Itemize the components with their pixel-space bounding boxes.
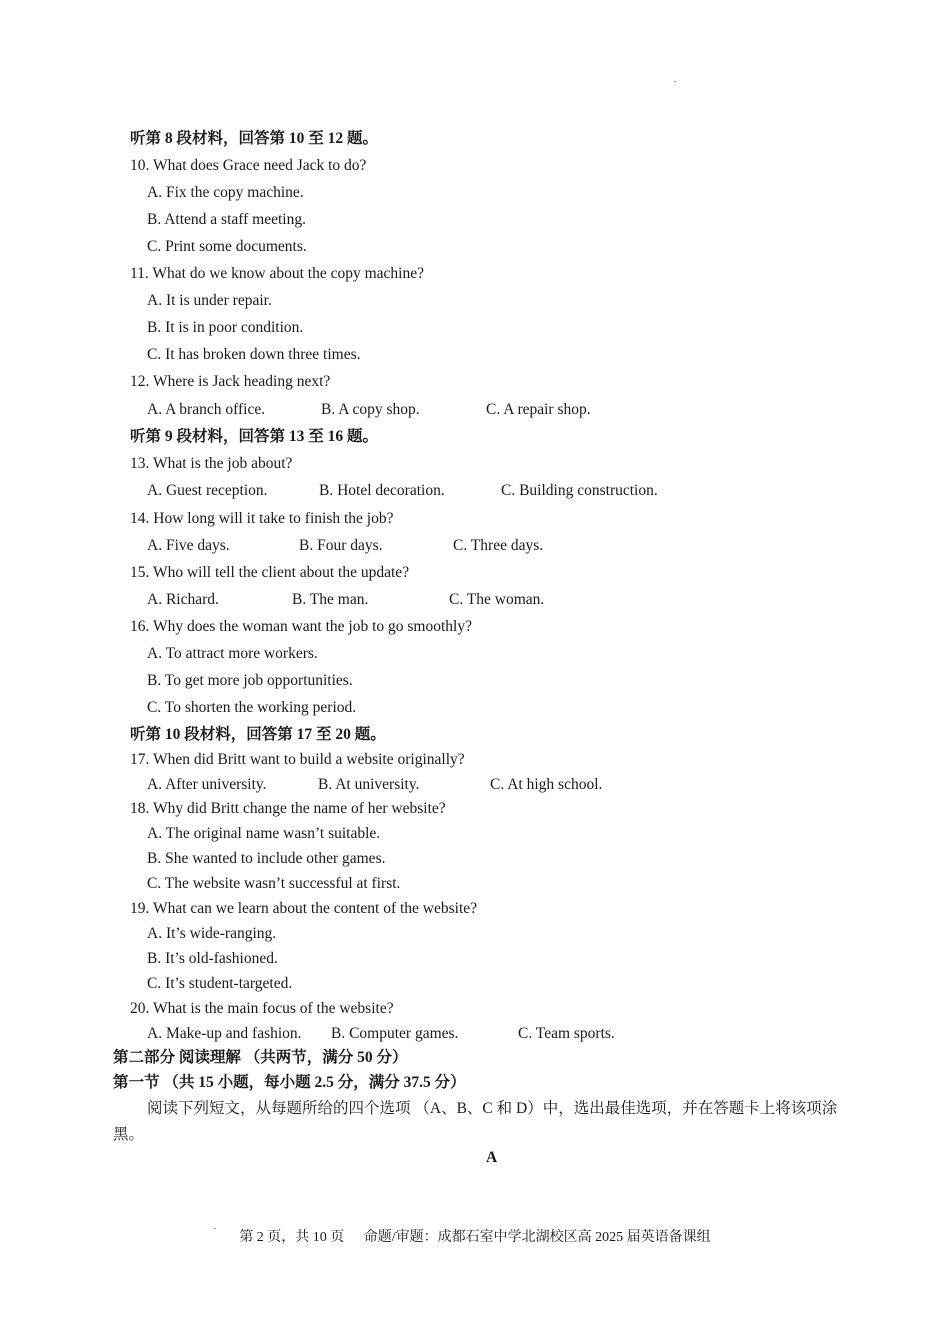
option-14a: A. Five days.	[147, 537, 230, 554]
page-number: 第 2 页，共 10 页	[239, 1230, 345, 1245]
question-11: 11. What do we know about the copy machine?	[130, 265, 424, 282]
option-19b: B. It’s old-fashioned.	[147, 950, 278, 967]
option-18a: A. The original name wasn’t suitable.	[147, 825, 381, 842]
question-16: 16. Why does the woman want the job to go smoothly?	[130, 618, 472, 635]
question-14: 14. How long will it take to finish the job?	[130, 510, 394, 527]
option-10b: B. Attend a staff meeting.	[147, 211, 306, 228]
option-11a: A. It is under repair.	[147, 292, 272, 309]
option-19c: C. It’s student-targeted.	[147, 975, 293, 992]
option-20a: A. Make-up and fashion.	[147, 1025, 302, 1042]
option-12c: C. A repair shop.	[486, 401, 591, 418]
reading-instruction: 阅读下列短文，从每题所给的四个选项 （A、B、C 和 D）中，选出最佳选项，并在答题卡上将该项涂黑。	[113, 1100, 838, 1143]
question-17: 17. When did Britt want to build a website originally?	[130, 751, 465, 768]
option-16b: B. To get more job opportunities.	[147, 672, 353, 689]
option-15b: B. The man.	[292, 591, 369, 608]
option-16a: A. To attract more workers.	[147, 645, 318, 662]
scan-speck	[674, 81, 676, 82]
option-17b: B. At university.	[318, 776, 420, 793]
question-10: 10. What does Grace need Jack to do?	[130, 157, 367, 174]
page-footer	[0, 1228, 950, 1248]
part2-title: 第二部分 阅读理解 （共两节，满分 50 分）	[113, 1049, 408, 1066]
option-18c: C. The website wasn’t successful at first.	[147, 875, 401, 892]
part2-section1-title: 第一节 （共 15 小题，每小题 2.5 分，满分 37.5 分）	[113, 1074, 466, 1091]
option-17a: A. After university.	[147, 776, 267, 793]
option-13c: C. Building construction.	[501, 482, 658, 499]
option-16c: C. To shorten the working period.	[147, 699, 357, 716]
option-12b: B. A copy shop.	[321, 401, 420, 418]
question-19: 19. What can we learn about the content of the website?	[130, 900, 478, 917]
section-heading-9: 听第 9 段材料，回答第 13 至 16 题。	[130, 428, 379, 445]
option-20b: B. Computer games.	[331, 1025, 459, 1042]
question-15: 15. Who will tell the client about the update?	[130, 564, 410, 581]
question-18: 18. Why did Britt change the name of her website?	[130, 800, 446, 817]
option-10c: C. Print some documents.	[147, 238, 307, 255]
question-12: 12. Where is Jack heading next?	[130, 373, 331, 390]
footer-author: 命题/审题：成都石室中学北湖校区高 2025 届英语备课组	[363, 1230, 711, 1245]
option-11b: B. It is in poor condition.	[147, 319, 304, 336]
section-heading-10: 听第 10 段材料，回答第 17 至 20 题。	[130, 726, 386, 743]
option-12a: A. A branch office.	[147, 401, 266, 418]
option-13b: B. Hotel decoration.	[319, 482, 445, 499]
option-14c: C. Three days.	[453, 537, 544, 554]
question-20: 20. What is the main focus of the website?	[130, 1000, 394, 1017]
option-10a: A. Fix the copy machine.	[147, 184, 304, 201]
option-14b: B. Four days.	[299, 537, 383, 554]
passage-label: A	[486, 1149, 498, 1166]
option-20c: C. Team sports.	[518, 1025, 615, 1042]
option-18b: B. She wanted to include other games.	[147, 850, 386, 867]
question-13: 13. What is the job about?	[130, 455, 293, 472]
option-13a: A. Guest reception.	[147, 482, 268, 499]
option-15c: C. The woman.	[449, 591, 545, 608]
option-11c: C. It has broken down three times.	[147, 346, 361, 363]
option-19a: A. It’s wide-ranging.	[147, 925, 277, 942]
option-17c: C. At high school.	[490, 776, 603, 793]
option-15a: A. Richard.	[147, 591, 219, 608]
section-heading-8: 听第 8 段材料，回答第 10 至 12 题。	[130, 130, 379, 147]
